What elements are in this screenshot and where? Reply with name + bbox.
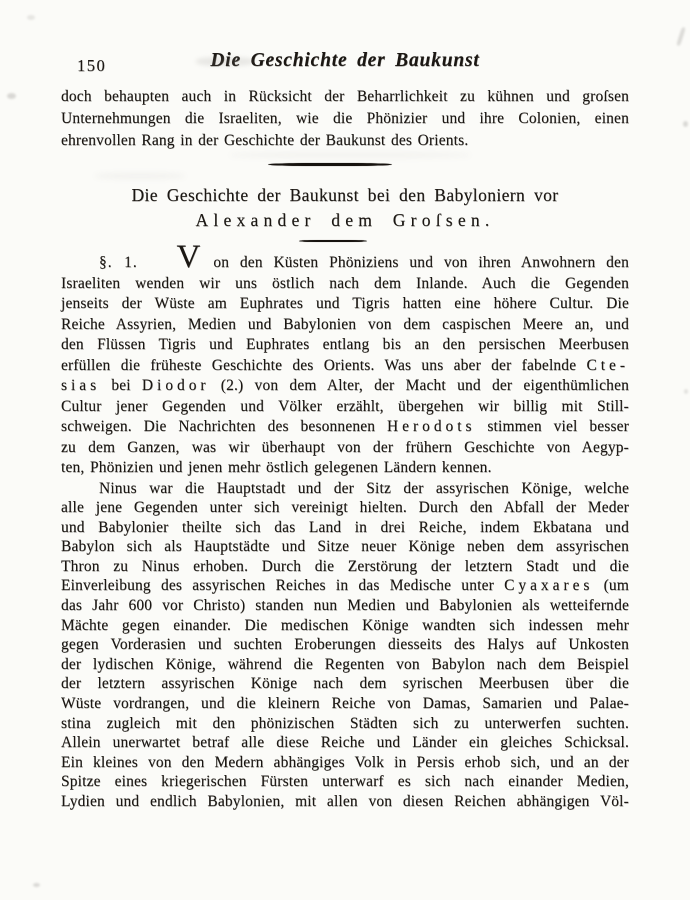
text-segment: Ninus war die Hauptstadt und der Sitz der assyrischen Könige, welche <box>99 479 629 497</box>
text-segment: Thron zu Ninus erhoben. Durch die Zerstörung der letztern Stadt und die <box>61 557 629 575</box>
scan-smudge <box>230 152 470 158</box>
text-line <box>61 459 629 480</box>
scan-speck <box>684 389 688 394</box>
text-line <box>61 656 629 676</box>
text-line <box>61 499 629 519</box>
text-line <box>61 88 629 110</box>
scan-speck <box>676 27 686 46</box>
text-segment: gegen Vorderasien und suchten Eroberungen diesseits des Halys auf Unkosten <box>61 636 629 654</box>
text-segment: Lydien und endlich Babylonien, mit allen von diesen Reichen abhängigen Völ- <box>61 793 629 810</box>
spaced-segment: Diodor <box>141 377 210 394</box>
paragraph <box>61 480 629 813</box>
text-line <box>61 617 629 637</box>
text-line <box>61 675 629 695</box>
text-line <box>61 480 629 500</box>
text-segment: Wüste vordrangen, und die kleinern Reiche von Damas, Samarien und Palae- <box>61 695 629 713</box>
intro-paragraph-container <box>61 88 629 154</box>
section-mark-segment: §. 1. <box>99 254 138 271</box>
initial-segment: V <box>176 239 201 275</box>
text-segment: Israeliten wenden wir uns östlich nach dem Inlande. Auch die Gegenden <box>61 274 629 292</box>
text-segment: Mächte gegen einander. Die medischen Könige wandten sich indessen mehr <box>61 616 629 634</box>
text-line <box>61 439 629 460</box>
text-line <box>61 538 629 558</box>
text-segment: jenseits der Wüste am Euphrates und Tigris hatten eine höhere Cultur. Die <box>61 295 629 312</box>
text-line <box>61 316 629 337</box>
text-segment: der lydischen Könige, während die Regenten von Babylon nach dem Beispiel <box>61 655 629 673</box>
scan-smudge <box>196 57 254 66</box>
text-line <box>61 734 629 754</box>
text-segment: Allein unerwartet betraf alle diese Reiche und Länder ein gleiches Schicksal. <box>61 734 629 752</box>
text-segment: (2.) von dem Alter, der Macht und der eigenthümlichen <box>220 377 629 394</box>
text-segment: zu dem Ganzen, was wir überhaupt von der frühern Geschichte von Aegyp- <box>61 438 629 456</box>
text-segment: Babylon sich als Hauptstädte und Sitze neuer Könige neben dem assyrischen <box>61 538 629 556</box>
text-segment: Cultur jener Gegenden und Völker erzählt, übergehen wir billig mit Still- <box>61 397 629 415</box>
text-line <box>61 558 629 578</box>
paragraph <box>61 239 629 480</box>
text-line <box>61 695 629 715</box>
spaced-segment: sias <box>61 377 101 394</box>
section-heading-line2: Alexander dem Groſsen. <box>195 210 495 230</box>
page-number: 150 <box>77 56 107 75</box>
text-segment: schweigen. Die Nachrichten des besonnenen <box>61 418 388 435</box>
text-segment: erfüllen die früheste Geschichte des Orients. Was uns aber der fabelnde <box>61 356 587 374</box>
text-segment: der letztern assyrischen Könige nach dem syrischen Meerbusen über die <box>61 675 629 693</box>
text-segment: Einverleibung des assyrischen Reiches in das Medische unter <box>61 577 505 595</box>
text-line <box>61 377 629 398</box>
text-segment: Ein kleines von den Medern abhängiges Volk in Persis erhob sich, und an der <box>61 753 629 771</box>
text-line <box>61 754 629 774</box>
text-block <box>61 0 629 900</box>
text-segment: Reiche Assyrien, Medien und Babylonien von dem caspischen Meere an, und <box>61 315 629 333</box>
text-line <box>61 275 629 296</box>
text-line <box>61 295 629 316</box>
section-divider-rule <box>268 163 392 166</box>
scan-speck <box>7 93 16 99</box>
text-segment: das Jahr 600 vor Christo) standen nun Medien und Babylonien als wetteifernde <box>61 597 629 615</box>
paragraph <box>61 88 629 154</box>
text-segment: on den Küsten Phöniziens und von ihren Anwohnern den <box>213 254 629 271</box>
text-segment: Spitze eines kriegerischen Fürsten unterwarf es sich nach einander Medien, <box>61 773 629 791</box>
text-segment: alle jene Gegenden unter sich vereinigt hielten. Durch den Abfall der Meder <box>61 499 629 517</box>
scan-speck <box>27 15 35 20</box>
text-line <box>61 577 629 597</box>
text-line <box>61 597 629 617</box>
text-line <box>61 773 629 793</box>
spaced-segment: Herodots <box>387 418 476 435</box>
text-line <box>61 636 629 656</box>
heading-underline-rule <box>299 240 367 242</box>
text-segment: Unternehmungen die Israeliten, wie die Phönizier und ihre Colonien, einen <box>61 110 629 127</box>
text-segment: den Flüssen Tigris und Euphrates entlang bis an den persischen Meerbusen <box>61 336 629 353</box>
text-line <box>61 336 629 357</box>
scan-speck <box>33 883 40 887</box>
text-line <box>61 715 629 735</box>
text-segment: und Babylonier theilte sich das Land in drei Reiche, indem Ekbatana und <box>61 518 629 536</box>
text-line <box>61 418 629 439</box>
text-segment: doch behaupten auch in Rücksicht der Beharrlichkeit zu kühnen und groſsen <box>61 88 629 105</box>
text-line <box>61 132 629 154</box>
text-line <box>61 519 629 539</box>
text-segment: (um <box>603 577 629 595</box>
text-segment: ten, Phönizien und jenen mehr östlich gelegenen Ländern kennen. <box>61 459 492 476</box>
spaced-segment: Cte- <box>586 356 629 374</box>
text-segment: ehrenvollen Rang in der Geschichte der Baukunst des Orients. <box>61 132 469 149</box>
scan-smudge <box>95 173 185 179</box>
text-line <box>61 110 629 132</box>
running-title: Die Geschichte der Baukunst <box>210 50 480 71</box>
text-segment: stimmen viel besser <box>487 418 629 435</box>
spaced-segment: Cyaxares <box>504 577 594 595</box>
scan-speck <box>683 121 688 127</box>
text-line <box>61 357 629 378</box>
text-line <box>61 398 629 419</box>
body-text-container <box>61 239 629 813</box>
text-line <box>61 239 629 275</box>
text-line <box>61 793 629 813</box>
section-heading-line1: Die Geschichte der Baukunst bei den Babyloniern vor <box>131 185 559 205</box>
text-segment: stina zugleich mit den phönizischen Städten sich zu unterwerfen suchten. <box>61 714 629 732</box>
text-segment: bei <box>111 377 142 394</box>
